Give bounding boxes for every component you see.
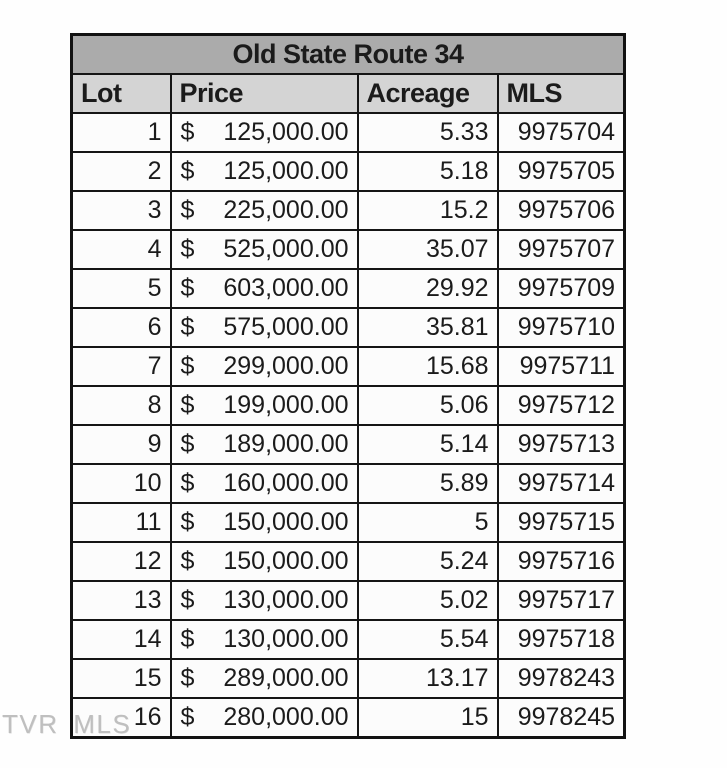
- mls-cell: 9975716: [498, 542, 625, 581]
- mls-cell: 9975715: [498, 503, 625, 542]
- lot-cell: 7: [72, 347, 171, 386]
- acreage-cell: 5.33: [358, 113, 498, 152]
- lot-cell: 5: [72, 269, 171, 308]
- lot-cell: 11: [72, 503, 171, 542]
- table-row: [72, 698, 625, 738]
- table-body: [72, 113, 625, 738]
- lot-cell: 6: [72, 308, 171, 347]
- mls-cell: 9975705: [498, 152, 625, 191]
- acreage-cell: 15: [358, 698, 498, 738]
- price-cell: [171, 347, 358, 386]
- mls-cell: 9975717: [498, 581, 625, 620]
- currency-symbol: $: [180, 196, 195, 224]
- currency-symbol: $: [180, 118, 195, 146]
- acreage-cell: 5.54: [358, 620, 498, 659]
- currency-symbol: $: [180, 352, 195, 380]
- acreage-cell: 35.07: [358, 230, 498, 269]
- mls-cell: 9978245: [498, 698, 625, 738]
- table-row: [72, 191, 625, 230]
- acreage-cell: 5: [358, 503, 498, 542]
- table-header-row: [72, 74, 625, 113]
- currency-symbol: $: [180, 274, 195, 302]
- price-cell: [171, 113, 358, 152]
- price-cell: [171, 464, 358, 503]
- currency-symbol: $: [180, 391, 195, 419]
- mls-cell: 9975711: [498, 347, 625, 386]
- mls-cell: 9975713: [498, 425, 625, 464]
- column-header-lot: Lot: [72, 74, 171, 113]
- price-cell: [171, 386, 358, 425]
- acreage-cell: 15.68: [358, 347, 498, 386]
- table-row: [72, 581, 625, 620]
- currency-symbol: $: [180, 313, 195, 341]
- currency-symbol: $: [180, 703, 195, 731]
- mls-cell: 9978243: [498, 659, 625, 698]
- acreage-cell: 5.24: [358, 542, 498, 581]
- acreage-cell: 5.18: [358, 152, 498, 191]
- acreage-cell: 5.06: [358, 386, 498, 425]
- lot-cell: 16: [72, 698, 171, 738]
- price-cell: [171, 698, 358, 738]
- currency-symbol: $: [180, 235, 195, 263]
- currency-symbol: $: [180, 547, 195, 575]
- table-row: [72, 464, 625, 503]
- lot-cell: 9: [72, 425, 171, 464]
- lot-cell: 3: [72, 191, 171, 230]
- price-cell: [171, 542, 358, 581]
- price-amount: 199,000.00: [223, 391, 349, 419]
- currency-symbol: $: [180, 469, 195, 497]
- price-cell: [171, 659, 358, 698]
- mls-cell: 9975709: [498, 269, 625, 308]
- listings-table: [70, 33, 626, 739]
- mls-cell: 9975710: [498, 308, 625, 347]
- lot-cell: 12: [72, 542, 171, 581]
- price-amount: 299,000.00: [223, 352, 349, 380]
- table-row: [72, 659, 625, 698]
- currency-symbol: $: [180, 664, 195, 692]
- table-row: [72, 152, 625, 191]
- price-amount: 150,000.00: [223, 508, 349, 536]
- price-cell: [171, 152, 358, 191]
- table-row: [72, 425, 625, 464]
- mls-cell: 9975704: [498, 113, 625, 152]
- lot-cell: 14: [72, 620, 171, 659]
- price-amount: 125,000.00: [223, 118, 349, 146]
- currency-symbol: $: [180, 430, 195, 458]
- price-cell: [171, 425, 358, 464]
- price-amount: 130,000.00: [223, 625, 349, 653]
- price-cell: [171, 620, 358, 659]
- price-amount: 225,000.00: [223, 196, 349, 224]
- mls-cell: 9975707: [498, 230, 625, 269]
- acreage-cell: 15.2: [358, 191, 498, 230]
- acreage-cell: 29.92: [358, 269, 498, 308]
- price-cell: [171, 581, 358, 620]
- price-cell: [171, 503, 358, 542]
- table-row: [72, 503, 625, 542]
- price-cell: [171, 230, 358, 269]
- acreage-cell: 35.81: [358, 308, 498, 347]
- price-amount: 125,000.00: [223, 157, 349, 185]
- acreage-cell: 13.17: [358, 659, 498, 698]
- acreage-cell: 5.02: [358, 581, 498, 620]
- price-amount: 189,000.00: [223, 430, 349, 458]
- table-row: [72, 347, 625, 386]
- mls-cell: 9975706: [498, 191, 625, 230]
- currency-symbol: $: [180, 508, 195, 536]
- mls-cell: 9975718: [498, 620, 625, 659]
- lot-cell: 4: [72, 230, 171, 269]
- table-row: [72, 308, 625, 347]
- lot-cell: 15: [72, 659, 171, 698]
- table-row: [72, 620, 625, 659]
- column-header-price: Price: [171, 74, 358, 113]
- price-amount: 160,000.00: [223, 469, 349, 497]
- price-cell: [171, 308, 358, 347]
- currency-symbol: $: [180, 586, 195, 614]
- price-cell: [171, 191, 358, 230]
- lot-cell: 10: [72, 464, 171, 503]
- price-amount: 525,000.00: [223, 235, 349, 263]
- table-row: [72, 542, 625, 581]
- table-row: [72, 386, 625, 425]
- column-header-mls: MLS: [498, 74, 625, 113]
- table-row: [72, 230, 625, 269]
- tvr-mls-watermark: TVR MLS: [2, 709, 132, 739]
- lot-cell: 1: [72, 113, 171, 152]
- lot-cell: 2: [72, 152, 171, 191]
- table-title: Old State Route 34: [72, 35, 625, 75]
- price-amount: 289,000.00: [223, 664, 349, 692]
- price-amount: 150,000.00: [223, 547, 349, 575]
- currency-symbol: $: [180, 625, 195, 653]
- mls-cell: 9975712: [498, 386, 625, 425]
- price-amount: 575,000.00: [223, 313, 349, 341]
- mls-cell: 9975714: [498, 464, 625, 503]
- lot-cell: 8: [72, 386, 171, 425]
- table-title-row: [72, 35, 625, 75]
- acreage-cell: 5.89: [358, 464, 498, 503]
- price-amount: 603,000.00: [223, 274, 349, 302]
- table-row: [72, 269, 625, 308]
- price-amount: 130,000.00: [223, 586, 349, 614]
- column-header-acreage: Acreage: [358, 74, 498, 113]
- price-cell: [171, 269, 358, 308]
- table-row: [72, 113, 625, 152]
- acreage-cell: 5.14: [358, 425, 498, 464]
- currency-symbol: $: [180, 157, 195, 185]
- lot-cell: 13: [72, 581, 171, 620]
- price-amount: 280,000.00: [223, 703, 349, 731]
